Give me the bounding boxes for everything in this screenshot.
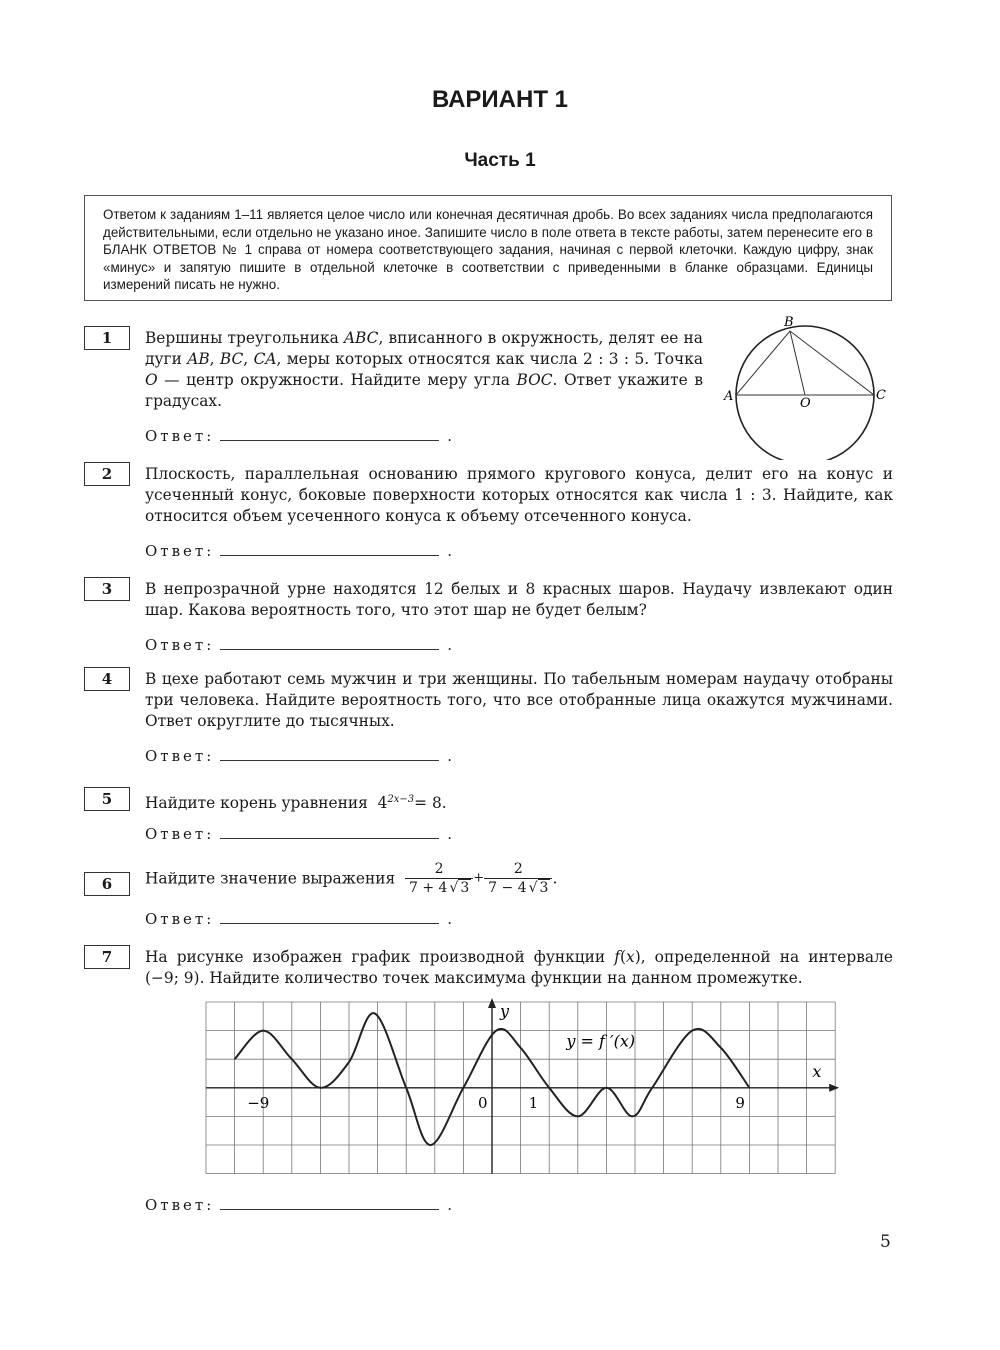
math-variable: f xyxy=(614,948,620,966)
answer-field[interactable] xyxy=(145,635,452,654)
denominator-term: 7 + 4 xyxy=(408,880,448,896)
y-axis-arrow xyxy=(488,998,496,1008)
y-axis-label: y xyxy=(500,1001,510,1021)
problem-text xyxy=(145,860,893,897)
problem-number: 4 xyxy=(84,667,130,691)
fraction-numerator: 2 xyxy=(434,861,444,877)
label-b: B xyxy=(784,315,794,330)
tick-label-0: 0 xyxy=(478,1093,488,1112)
label-o: O xyxy=(800,396,811,411)
answer-dot: . xyxy=(447,825,453,843)
equation-rhs: = 8. xyxy=(414,794,447,813)
tick-label-9: 9 xyxy=(735,1093,745,1112)
problem-text xyxy=(145,464,893,527)
math-variable: BOC xyxy=(516,371,553,389)
math-variable: ABC xyxy=(343,329,379,347)
problem-number: 2 xyxy=(84,462,130,486)
answer-line[interactable] xyxy=(220,824,439,839)
text-segment: В непрозрачной урне находятся 12 белых и 8 красных шаров. Наудачу извлекают один шар. Какова вероятность того, что этот шар не будет белым? xyxy=(145,580,893,619)
radicand: 3 xyxy=(460,880,470,896)
text-segment: Вершины треугольника xyxy=(145,329,344,347)
fraction-1 xyxy=(405,860,473,897)
text-segment: ( xyxy=(619,948,626,966)
text-segment: , xyxy=(243,350,254,368)
equation-base: 4 xyxy=(377,794,388,813)
plus-sign: + xyxy=(473,870,485,886)
text-segment: ), определенной на интервале (−9; 9). Найдите количество точек максимума функции на данном промежутке. xyxy=(145,948,893,987)
problem-text xyxy=(145,789,893,814)
end-dot: . xyxy=(552,869,558,888)
circle-triangle-figure xyxy=(720,310,900,460)
answer-dot: . xyxy=(447,636,453,654)
denominator-term: 7 − 4 xyxy=(488,880,527,896)
answer-line[interactable] xyxy=(220,746,439,761)
answer-label: Ответ: xyxy=(145,427,215,445)
answer-field[interactable] xyxy=(145,746,452,765)
problem-number: 1 xyxy=(84,326,130,350)
radicand: 3 xyxy=(539,880,549,896)
answer-label: Ответ: xyxy=(145,636,215,654)
answer-dot: . xyxy=(447,1196,453,1214)
math-variable: CA xyxy=(253,350,277,368)
problem-number: 3 xyxy=(84,577,130,601)
answer-label: Ответ: xyxy=(145,1196,215,1214)
problem-text xyxy=(145,947,893,989)
answer-label: Ответ: xyxy=(145,747,215,765)
answer-line[interactable] xyxy=(220,635,439,650)
function-label: y = f ′(x) xyxy=(566,1031,636,1051)
page-number: 5 xyxy=(880,1232,891,1252)
problem-number: 5 xyxy=(84,787,130,811)
part-title: Часть 1 xyxy=(464,150,536,171)
label-a: A xyxy=(724,389,734,404)
label-c: C xyxy=(876,388,886,403)
text-segment: — центр окружности. Найдите меру угла xyxy=(157,371,517,389)
tick-label-minus9: −9 xyxy=(247,1093,270,1112)
answer-line[interactable] xyxy=(220,541,439,556)
fraction-denominator: 7 − 4 √ 3 xyxy=(484,878,552,897)
answer-field[interactable] xyxy=(145,426,452,445)
tick-label-1: 1 xyxy=(528,1093,539,1112)
variant-title: ВАРИАНТ 1 xyxy=(431,86,569,113)
answer-dot: . xyxy=(447,427,453,445)
grid xyxy=(206,998,839,1174)
answer-dot: . xyxy=(447,747,453,765)
answer-field[interactable] xyxy=(145,1195,452,1214)
text-segment: Плоскость, параллельная основанию прямого кругового конуса, делит его на конус и усеченный конус, боковые поверхности которых относятся как числа 1 : 3. Найдите, как относится объем усеченного конуса к объему отсеченного конуса. xyxy=(145,465,893,525)
text-segment: На рисунке изображен график производной функции xyxy=(145,948,615,966)
problem-number: 6 xyxy=(84,872,130,896)
fraction-numerator: 2 xyxy=(513,861,523,877)
answer-line[interactable] xyxy=(220,426,439,441)
problem-text-lead: Найдите корень уравнения xyxy=(145,794,368,813)
text-segment: В цехе работают семь мужчин и три женщины. По табельным номерам наудачу отобраны три человека. Найдите вероятность того, что все отобранные лица окажутся мужчинами. Ответ округлите до тысячных. xyxy=(145,670,893,730)
math-variable: BC xyxy=(219,350,244,368)
x-axis-label: x xyxy=(812,1061,822,1081)
problem-number: 7 xyxy=(84,945,130,969)
math-variable: x xyxy=(626,948,635,966)
answer-label: Ответ: xyxy=(145,542,215,560)
fraction-denominator: 7 + 4 √ 3 xyxy=(405,878,473,897)
instructions-box: Ответом к заданиям 1–11 является целое число или конечная десятичная дробь. Во всех заданиях числа предполагаются действительными, если отдельно не указано иное. Запишите число в поле ответа в тексте работы, затем перенесите его в БЛАНК ОТВЕТОВ № 1 справа от номера соответствующего задания, начиная с первой клеточки. Каждую цифру, знак «минус» и запятую пишите в отдельной клеточке в соответствии с приведенными в бланке образцами. Единицы измерений писать не нужно. xyxy=(84,195,892,301)
fraction-2 xyxy=(484,860,552,897)
answer-field[interactable] xyxy=(145,909,452,928)
problem-text-lead: Найдите значение выражения xyxy=(145,869,396,888)
problem-text xyxy=(145,669,893,732)
problem-text xyxy=(145,579,893,621)
answer-field[interactable] xyxy=(145,824,452,843)
answer-line[interactable] xyxy=(220,1195,439,1210)
problem-text xyxy=(145,328,703,412)
answer-field[interactable] xyxy=(145,541,452,560)
derivative-graph xyxy=(200,996,850,1181)
answer-label: Ответ: xyxy=(145,825,215,843)
answer-label: Ответ: xyxy=(145,910,215,928)
text-segment: , меры которых относятся как числа 2 : 3 : 5. Точка xyxy=(276,350,703,368)
equation-exponent: 2x−3 xyxy=(387,794,415,805)
math-variable: AB xyxy=(187,350,210,368)
answer-dot: . xyxy=(447,542,453,560)
answer-line[interactable] xyxy=(220,909,439,924)
answer-dot: . xyxy=(447,910,453,928)
text-segment: . Ответ укажите в градусах. xyxy=(145,371,704,410)
text-segment: , вписанного в окружность, делят ее на дуги xyxy=(145,329,703,368)
math-variable: O xyxy=(145,371,158,389)
x-axis-arrow xyxy=(829,1084,839,1092)
text-segment: , xyxy=(209,350,220,368)
